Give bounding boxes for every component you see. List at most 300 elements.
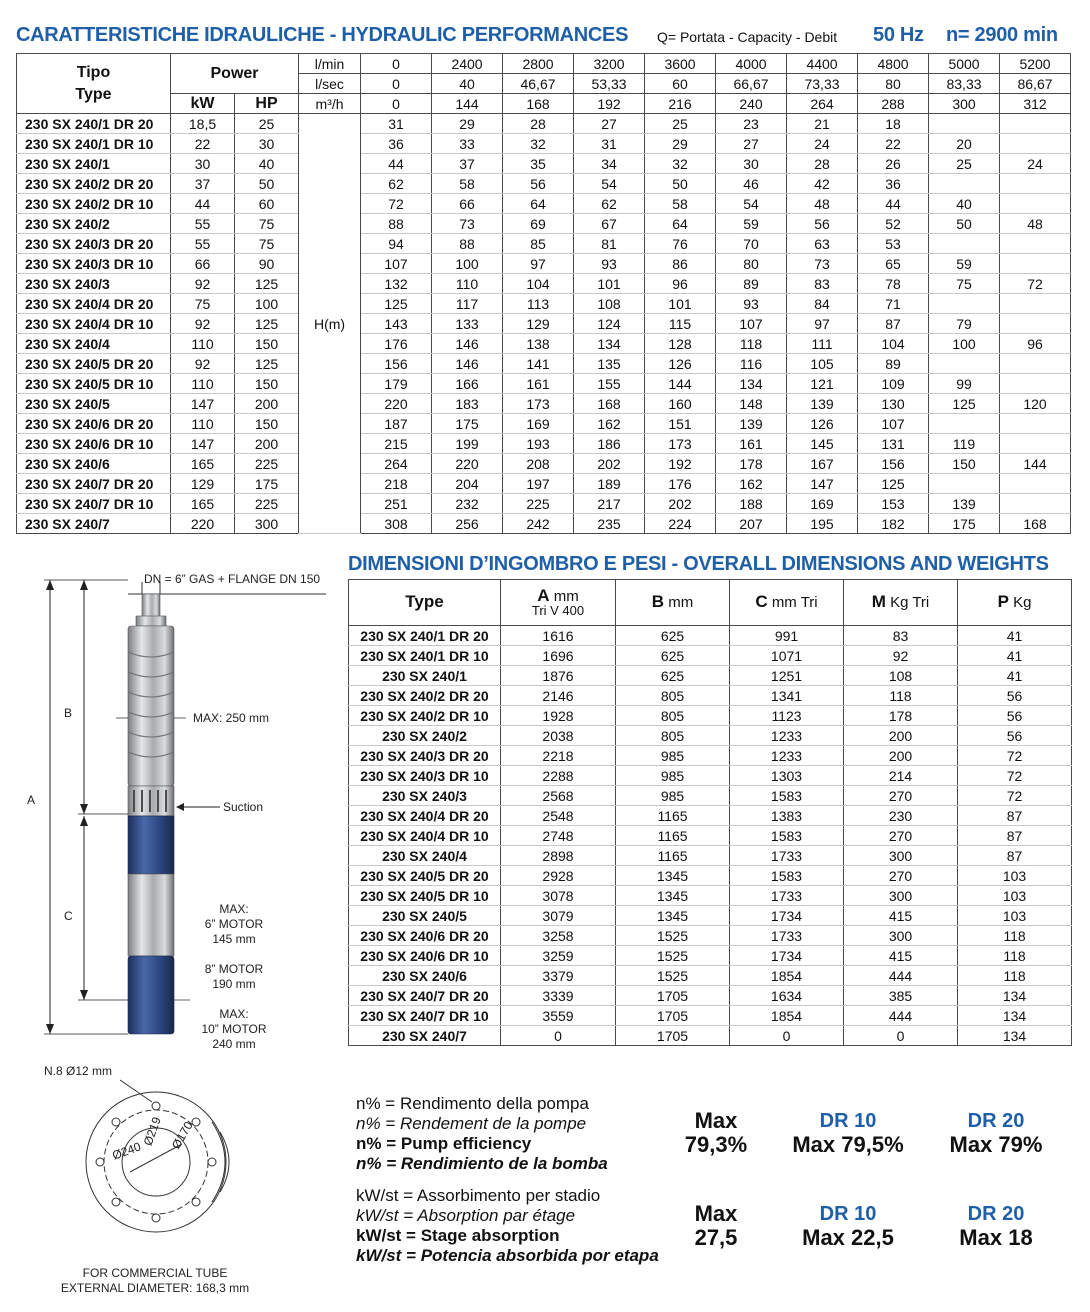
dim-a-cell: 3379 <box>501 966 616 986</box>
dim-a-unit: mm <box>553 587 579 605</box>
dim-m-cell: 385 <box>844 986 958 1006</box>
head-value-cell: 44 <box>858 194 929 214</box>
head-value-cell: 134 <box>716 374 787 394</box>
abs-dr20-value: Max 18 <box>959 1225 1033 1250</box>
head-value-cell: 204 <box>432 474 503 494</box>
hydraulic-row <box>17 414 1071 434</box>
head-value-cell: 155 <box>574 374 645 394</box>
eff-max-value: 79,3% <box>684 1132 748 1157</box>
head-value-cell: 75 <box>929 274 1000 294</box>
dim-b-cell: 625 <box>616 626 730 646</box>
head-value-cell: 120 <box>1000 394 1071 414</box>
dn-label: DN = 6” GAS + FLANGE DN 150 <box>144 572 321 586</box>
head-value-cell: 144 <box>1000 454 1071 474</box>
head-value-cell: 256 <box>432 514 503 534</box>
head-value-cell: 42 <box>787 174 858 194</box>
dim-m-cell: 270 <box>844 866 958 886</box>
dim-b-cell: 1525 <box>616 926 730 946</box>
pump-stages <box>128 626 174 786</box>
flow-lsec-3: 53,33 <box>574 74 645 94</box>
head-value-cell: 96 <box>645 274 716 294</box>
hydraulic-row <box>17 114 1071 134</box>
dim-b-cell: 805 <box>616 726 730 746</box>
head-label-cell: H(m) <box>299 114 361 534</box>
head-value-cell: 202 <box>574 454 645 474</box>
head-value-cell: 64 <box>645 214 716 234</box>
motor-8-label <box>198 962 270 992</box>
head-value-cell: 179 <box>361 374 432 394</box>
dim-a-cell: 3559 <box>501 1006 616 1026</box>
dimensions-title: DIMENSIONI D’INGOMBRO E PESI - OVERALL DIMENSIONS AND WEIGHTS <box>348 553 1049 575</box>
dim-m-cell: 415 <box>844 906 958 926</box>
head-value-cell: 193 <box>503 434 574 454</box>
head-value-cell: 192 <box>645 454 716 474</box>
head-value-cell: 36 <box>361 134 432 154</box>
dimension-row <box>349 986 1072 1006</box>
head-value-cell: 176 <box>361 334 432 354</box>
head-value-cell: 54 <box>716 194 787 214</box>
dim-c-cell: 1383 <box>730 806 844 826</box>
dim-b-cell: 1345 <box>616 886 730 906</box>
head-value-cell: 107 <box>361 254 432 274</box>
dim-c-letter: C <box>755 592 768 611</box>
pump-type-cell: 230 SX 240/3 <box>17 274 171 294</box>
flow-m3h-9: 312 <box>1000 94 1071 114</box>
head-value-cell: 125 <box>929 394 1000 414</box>
pump-type-cell: 230 SX 240/2 DR 20 <box>17 174 171 194</box>
head-value-cell <box>929 174 1000 194</box>
dim-b-cell: 1705 <box>616 1006 730 1026</box>
unit-lsec: l/sec <box>299 74 361 94</box>
flow-lsec-5: 66,67 <box>716 74 787 94</box>
head-value-cell <box>1000 374 1071 394</box>
dim-c-cell: 1071 <box>730 646 844 666</box>
dim-b-cell: 1705 <box>616 1026 730 1046</box>
dim-b-cell: 625 <box>616 666 730 686</box>
dimension-row <box>349 1006 1072 1026</box>
hydraulic-row <box>17 214 1071 234</box>
flow-lsec-0: 0 <box>361 74 432 94</box>
head-value-cell: 59 <box>929 254 1000 274</box>
unit-lmin: l/min <box>299 54 361 74</box>
dimension-row <box>349 686 1072 706</box>
power-kw-cell: 22 <box>171 134 235 154</box>
head-value-cell: 146 <box>432 354 503 374</box>
pump-type-cell: 230 SX 240/1 DR 20 <box>17 114 171 134</box>
head-value-cell: 21 <box>787 114 858 134</box>
dim-a-cell: 2288 <box>501 766 616 786</box>
dim-type-cell: 230 SX 240/3 DR 10 <box>349 766 501 786</box>
head-value-cell: 173 <box>645 434 716 454</box>
dim-p-unit: Kg <box>1013 594 1032 611</box>
dim-a-cell: 2218 <box>501 746 616 766</box>
head-value-cell: 34 <box>574 154 645 174</box>
dim-c-cell: 991 <box>730 626 844 646</box>
d170-label: Ø170 <box>168 1119 196 1152</box>
dimension-row <box>349 906 1072 926</box>
head-value-cell: 88 <box>432 234 503 254</box>
head-value-cell: 125 <box>858 474 929 494</box>
head-value-cell <box>1000 134 1071 154</box>
dim-b-cell: 1525 <box>616 966 730 986</box>
pump-diagram <box>0 560 340 1060</box>
dimension-row <box>349 666 1072 686</box>
suction-label: Suction <box>223 800 264 814</box>
head-value-cell: 242 <box>503 514 574 534</box>
motor-8-line1: 8” MOTOR <box>204 962 264 976</box>
dimension-row <box>349 646 1072 666</box>
head-value-cell: 65 <box>858 254 929 274</box>
dim-type-cell: 230 SX 240/1 DR 10 <box>349 646 501 666</box>
dim-b-header <box>616 580 730 626</box>
motor-10-line3: 240 mm <box>212 1037 256 1051</box>
head-value-cell: 215 <box>361 434 432 454</box>
power-hp-cell: 25 <box>235 114 299 134</box>
head-value-cell: 73 <box>787 254 858 274</box>
dim-type-label: Type <box>405 592 444 611</box>
head-value-cell: 48 <box>1000 214 1071 234</box>
pump-type-cell: 230 SX 240/4 DR 20 <box>17 294 171 314</box>
dim-m-cell: 444 <box>844 1006 958 1026</box>
head-value-cell: 66 <box>432 194 503 214</box>
dim-a-header <box>501 580 616 626</box>
dim-a-sub: Tri V 400 <box>531 602 585 618</box>
head-value-cell: 97 <box>787 314 858 334</box>
head-value-cell: 26 <box>858 154 929 174</box>
dim-b-cell: 985 <box>616 746 730 766</box>
dim-m-cell: 270 <box>844 826 958 846</box>
dim-a-cell: 1616 <box>501 626 616 646</box>
pump-type-cell: 230 SX 240/4 <box>17 334 171 354</box>
head-value-cell: 195 <box>787 514 858 534</box>
head-value-cell: 58 <box>645 194 716 214</box>
head-value-cell: 46 <box>716 174 787 194</box>
holes-label: N.8 Ø12 mm <box>44 1064 113 1078</box>
dim-p-letter: P <box>997 592 1009 611</box>
flow-lsec-7: 80 <box>858 74 929 94</box>
head-value-cell: 63 <box>787 234 858 254</box>
dim-m-cell: 270 <box>844 786 958 806</box>
head-value-cell: 166 <box>432 374 503 394</box>
flow-lsec-1: 40 <box>432 74 503 94</box>
dim-a-cell: 3339 <box>501 986 616 1006</box>
hydraulic-row <box>17 154 1071 174</box>
flow-lmin-2: 2800 <box>503 54 574 74</box>
head-value-cell: 186 <box>574 434 645 454</box>
head-value-cell: 121 <box>787 374 858 394</box>
d240-label: Ø240 <box>110 1139 143 1163</box>
head-value-cell: 86 <box>645 254 716 274</box>
head-value-cell: 161 <box>503 374 574 394</box>
dim-c-cell: 1854 <box>730 966 844 986</box>
pump-type-cell: 230 SX 240/5 DR 10 <box>17 374 171 394</box>
dim-type-cell: 230 SX 240/5 <box>349 906 501 926</box>
dim-m-cell: 83 <box>844 626 958 646</box>
dim-a-cell: 2038 <box>501 726 616 746</box>
abs-en: kW/st = Stage absorption <box>356 1226 560 1245</box>
hydraulic-row <box>17 294 1071 314</box>
head-value-cell <box>929 294 1000 314</box>
hydraulic-row <box>17 314 1071 334</box>
dimension-row <box>349 866 1072 886</box>
head-value-cell: 50 <box>645 174 716 194</box>
hydraulic-row <box>17 434 1071 454</box>
dim-type-cell: 230 SX 240/4 <box>349 846 501 866</box>
dim-c-cell: 1733 <box>730 846 844 866</box>
dim-c-cell: 1583 <box>730 786 844 806</box>
motor-6-line2: 6” MOTOR <box>204 917 264 931</box>
head-value-cell: 116 <box>716 354 787 374</box>
dim-c-cell: 1233 <box>730 746 844 766</box>
head-value-cell <box>1000 414 1071 434</box>
type-header-it: Tipo <box>76 63 111 81</box>
head-value-cell: 133 <box>432 314 503 334</box>
dim-p-cell: 103 <box>958 866 1072 886</box>
head-value-cell: 119 <box>929 434 1000 454</box>
head-value-cell: 23 <box>716 114 787 134</box>
hydraulic-row <box>17 234 1071 254</box>
head-value-cell: 58 <box>432 174 503 194</box>
dim-a-cell: 2568 <box>501 786 616 806</box>
head-value-cell: 208 <box>503 454 574 474</box>
label-a: A <box>27 793 36 807</box>
dim-type-cell: 230 SX 240/6 DR 10 <box>349 946 501 966</box>
flow-lsec-4: 60 <box>645 74 716 94</box>
eff-fr: n% = Rendement de la pompe <box>356 1114 587 1133</box>
head-value-cell: 138 <box>503 334 574 354</box>
dim-m-cell: 415 <box>844 946 958 966</box>
head-value-cell: 25 <box>929 154 1000 174</box>
flow-m3h-2: 168 <box>503 94 574 114</box>
dim-b-cell: 1345 <box>616 866 730 886</box>
dim-c-cell: 1583 <box>730 826 844 846</box>
dim-a-cell: 3078 <box>501 886 616 906</box>
head-value-cell: 173 <box>503 394 574 414</box>
dim-type-cell: 230 SX 240/1 <box>349 666 501 686</box>
power-kw-cell: 37 <box>171 174 235 194</box>
hydraulic-row <box>17 514 1071 534</box>
head-value-cell: 28 <box>787 154 858 174</box>
dimension-row <box>349 1026 1072 1046</box>
hydraulic-title: CARATTERISTICHE IDRAULICHE - HYDRAULIC PERFORMANCES <box>16 24 629 46</box>
head-value-cell: 24 <box>1000 154 1071 174</box>
power-kw-cell: 75 <box>171 294 235 314</box>
head-value-cell: 30 <box>716 154 787 174</box>
head-value-cell: 151 <box>645 414 716 434</box>
head-value-cell: 24 <box>787 134 858 154</box>
hydraulic-row <box>17 354 1071 374</box>
dim-m-cell: 444 <box>844 966 958 986</box>
power-hp-cell: 40 <box>235 154 299 174</box>
head-value-cell: 27 <box>574 114 645 134</box>
power-hp-cell: 150 <box>235 374 299 394</box>
head-value-cell: 197 <box>503 474 574 494</box>
head-value-cell <box>1000 174 1071 194</box>
head-value-cell: 187 <box>361 414 432 434</box>
power-hp-cell: 75 <box>235 234 299 254</box>
flow-lmin-3: 3200 <box>574 54 645 74</box>
power-hp-cell: 150 <box>235 414 299 434</box>
head-value-cell: 29 <box>432 114 503 134</box>
dim-b-cell: 1345 <box>616 906 730 926</box>
dim-type-cell: 230 SX 240/4 DR 20 <box>349 806 501 826</box>
head-value-cell: 69 <box>503 214 574 234</box>
dim-a-cell: 1928 <box>501 706 616 726</box>
head-value-cell <box>1000 294 1071 314</box>
dim-b-cell: 1165 <box>616 846 730 866</box>
head-value-cell <box>929 234 1000 254</box>
hydraulic-row <box>17 494 1071 514</box>
head-value-cell: 56 <box>503 174 574 194</box>
head-value-cell: 113 <box>503 294 574 314</box>
dim-type-cell: 230 SX 240/2 DR 20 <box>349 686 501 706</box>
head-value-cell: 207 <box>716 514 787 534</box>
head-value-cell: 109 <box>858 374 929 394</box>
dim-type-cell: 230 SX 240/4 DR 10 <box>349 826 501 846</box>
flow-lmin-8: 5000 <box>929 54 1000 74</box>
dim-p-cell: 72 <box>958 786 1072 806</box>
head-value-cell: 148 <box>716 394 787 414</box>
pump-type-cell: 230 SX 240/1 DR 10 <box>17 134 171 154</box>
head-value-cell: 175 <box>432 414 503 434</box>
power-hp-cell: 175 <box>235 474 299 494</box>
head-value-cell: 73 <box>432 214 503 234</box>
head-value-cell: 232 <box>432 494 503 514</box>
head-value-cell: 105 <box>787 354 858 374</box>
dim-a-cell: 3079 <box>501 906 616 926</box>
head-value-cell: 85 <box>503 234 574 254</box>
power-hp-cell: 200 <box>235 394 299 414</box>
power-kw-cell: 30 <box>171 154 235 174</box>
head-value-cell: 224 <box>645 514 716 534</box>
head-value-cell: 162 <box>574 414 645 434</box>
head-value-cell: 33 <box>432 134 503 154</box>
pump-type-cell: 230 SX 240/7 <box>17 514 171 534</box>
power-hp-cell: 125 <box>235 314 299 334</box>
dim-m-cell: 300 <box>844 846 958 866</box>
head-value-cell: 150 <box>929 454 1000 474</box>
dim-type-cell: 230 SX 240/5 DR 20 <box>349 866 501 886</box>
dimension-row <box>349 626 1072 646</box>
pump-type-cell: 230 SX 240/4 DR 10 <box>17 314 171 334</box>
dim-type-cell: 230 SX 240/7 DR 20 <box>349 986 501 1006</box>
dim-c-cell: 1733 <box>730 926 844 946</box>
dim-type-cell: 230 SX 240/3 <box>349 786 501 806</box>
head-value-cell: 131 <box>858 434 929 454</box>
head-value-cell: 111 <box>787 334 858 354</box>
head-value-cell: 76 <box>645 234 716 254</box>
dim-p-cell: 56 <box>958 726 1072 746</box>
head-value-cell: 107 <box>716 314 787 334</box>
dim-a-cell: 1696 <box>501 646 616 666</box>
abs-dr20-label: DR 20 <box>967 1203 1025 1225</box>
dim-p-cell: 134 <box>958 1026 1072 1046</box>
head-value-cell: 169 <box>787 494 858 514</box>
power-kw-cell: 165 <box>171 494 235 514</box>
head-value-cell: 28 <box>503 114 574 134</box>
dim-m-cell: 178 <box>844 706 958 726</box>
head-value-cell: 78 <box>858 274 929 294</box>
dim-p-cell: 118 <box>958 966 1072 986</box>
hydraulic-table <box>16 53 1071 534</box>
power-kw-cell: 92 <box>171 354 235 374</box>
max-250-label: MAX: 250 mm <box>193 711 270 725</box>
dim-c-cell: 0 <box>730 1026 844 1046</box>
head-value-cell: 115 <box>645 314 716 334</box>
power-kw-cell: 110 <box>171 374 235 394</box>
head-value-cell: 182 <box>858 514 929 534</box>
pump-type-cell: 230 SX 240/5 <box>17 394 171 414</box>
head-value-cell: 183 <box>432 394 503 414</box>
power-hp-cell: 90 <box>235 254 299 274</box>
head-value-cell: 168 <box>1000 514 1071 534</box>
head-value-cell: 88 <box>361 214 432 234</box>
flow-m3h-8: 300 <box>929 94 1000 114</box>
motor-10-line1: MAX: <box>219 1007 249 1021</box>
tube-note <box>50 1266 260 1296</box>
head-value-cell: 62 <box>361 174 432 194</box>
dim-b-cell: 985 <box>616 766 730 786</box>
head-value-cell: 132 <box>361 274 432 294</box>
eff-dr10-label: DR 10 <box>819 1110 877 1132</box>
eff-dr10-value: Max 79,5% <box>792 1132 904 1157</box>
power-kw-cell: 220 <box>171 514 235 534</box>
motor-top <box>128 816 174 874</box>
head-value-cell: 64 <box>503 194 574 214</box>
head-value-cell: 18 <box>858 114 929 134</box>
head-value-cell: 220 <box>432 454 503 474</box>
head-value-cell: 161 <box>716 434 787 454</box>
eff-dr20-value: Max 79% <box>949 1132 1043 1157</box>
dim-a-cell: 2928 <box>501 866 616 886</box>
head-value-cell: 168 <box>574 394 645 414</box>
head-value-cell: 153 <box>858 494 929 514</box>
dim-a-cell: 2898 <box>501 846 616 866</box>
head-value-cell: 220 <box>361 394 432 414</box>
head-value-cell: 156 <box>361 354 432 374</box>
head-value-cell: 145 <box>787 434 858 454</box>
head-value-cell: 48 <box>787 194 858 214</box>
dim-m-letter: M <box>871 592 886 611</box>
dim-type-cell: 230 SX 240/1 DR 20 <box>349 626 501 646</box>
dim-p-cell: 134 <box>958 986 1072 1006</box>
pump-type-cell: 230 SX 240/5 DR 20 <box>17 354 171 374</box>
head-value-cell: 101 <box>645 294 716 314</box>
head-value-cell: 100 <box>432 254 503 274</box>
head-value-cell: 169 <box>503 414 574 434</box>
head-value-cell: 79 <box>929 314 1000 334</box>
power-hp-cell: 75 <box>235 214 299 234</box>
head-value-cell: 52 <box>858 214 929 234</box>
flow-lmin-1: 2400 <box>432 54 503 74</box>
dim-type-cell: 230 SX 240/7 <box>349 1026 501 1046</box>
head-value-cell: 146 <box>432 334 503 354</box>
head-value-cell: 32 <box>645 154 716 174</box>
dim-p-cell: 87 <box>958 846 1072 866</box>
head-value-cell: 50 <box>929 214 1000 234</box>
hydraulic-row <box>17 194 1071 214</box>
dim-a-cell: 1876 <box>501 666 616 686</box>
dim-p-cell: 118 <box>958 926 1072 946</box>
power-kw-cell: 92 <box>171 274 235 294</box>
label-c: C <box>64 909 73 923</box>
power-kw-cell: 165 <box>171 454 235 474</box>
dim-type-cell: 230 SX 240/2 <box>349 726 501 746</box>
head-value-cell: 56 <box>787 214 858 234</box>
pump-type-cell: 230 SX 240/3 DR 10 <box>17 254 171 274</box>
head-value-cell: 188 <box>716 494 787 514</box>
dimension-row <box>349 806 1072 826</box>
